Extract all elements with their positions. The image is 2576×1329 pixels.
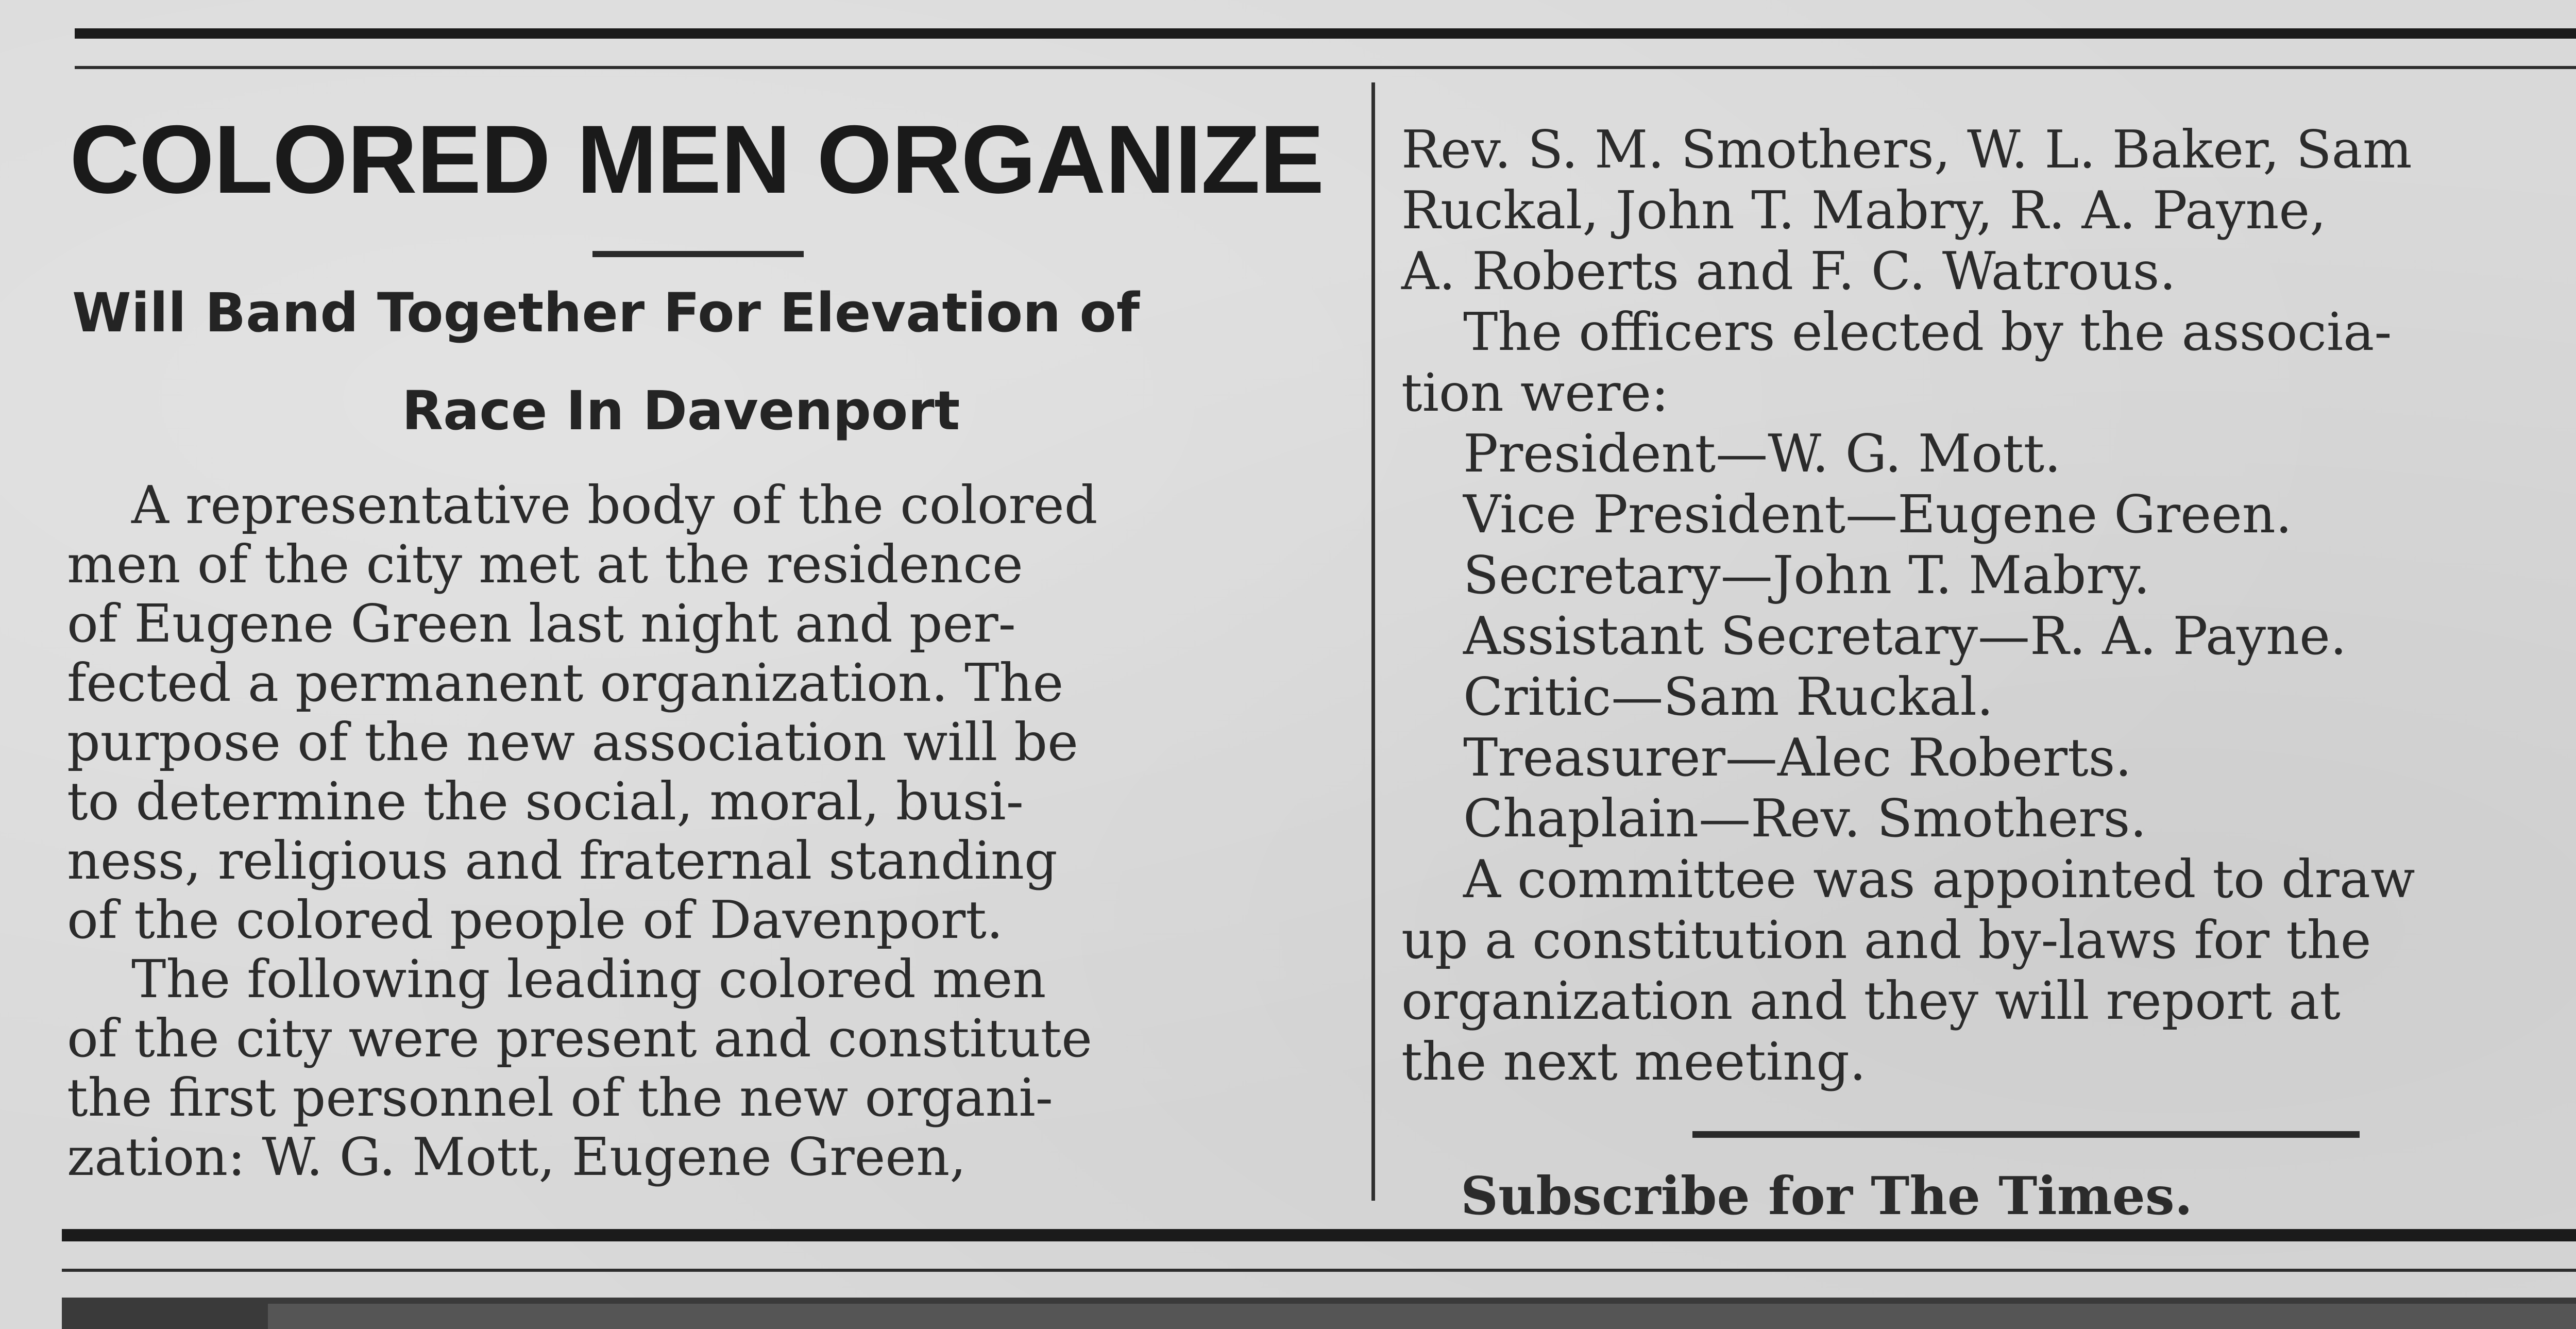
officer-line: Secretary—John T. Mabry. — [1463, 545, 2150, 605]
section-separator — [1692, 1131, 2360, 1138]
left-body-line: zation: W. G. Mott, Eugene Green, — [67, 1126, 967, 1187]
top-rule-thick — [75, 28, 2576, 39]
left-body-line: of Eugene Green last night and per- — [67, 593, 1016, 654]
left-body-line: of the colored people of Davenport. — [67, 889, 1003, 950]
bottom-rule-thick — [62, 1229, 2576, 1241]
left-body-line: men of the city met at the residence — [67, 534, 1023, 595]
top-rule-thin — [75, 66, 2576, 69]
bottom-rule-thin — [62, 1269, 2576, 1272]
right-body-line: A. Roberts and F. C. Watrous. — [1401, 241, 2176, 301]
column-divider — [1371, 82, 1375, 1201]
officer-line: Vice President—Eugene Green. — [1463, 484, 2292, 545]
officer-line: Assistant Secretary—R. A. Payne. — [1463, 605, 2347, 666]
officer-line: President—W. G. Mott. — [1463, 423, 2061, 484]
article-headline: COLORED MEN ORGANIZE — [70, 105, 1324, 213]
right-body-line: The officers elected by the associa- — [1463, 301, 2392, 362]
right-body-line: organization and they will report at — [1401, 970, 2341, 1031]
left-body-line: A representative body of the colored — [131, 475, 1098, 535]
headline-dash-rule — [592, 251, 804, 257]
article-subhead-line-2: Race In Davenport — [402, 379, 960, 442]
right-body-line: tion were: — [1401, 362, 1669, 423]
left-body-line: purpose of the new association will be — [67, 712, 1078, 772]
next-article-edge-inner — [268, 1304, 2576, 1329]
left-body-line: of the city were present and constitute — [67, 1008, 1093, 1069]
right-body-line: A committee was appointed to draw — [1463, 849, 2415, 910]
officer-line: Treasurer—Alec Roberts. — [1463, 727, 2132, 788]
right-body-line: Rev. S. M. Smothers, W. L. Baker, Sam — [1401, 119, 2412, 180]
officer-line: Critic—Sam Ruckal. — [1463, 666, 1994, 727]
officer-line: Chaplain—Rev. Smothers. — [1463, 788, 2147, 849]
left-body-line: to determine the social, moral, busi- — [67, 771, 1024, 832]
subscribe-note: Subscribe for The Times. — [1461, 1165, 2193, 1226]
right-body-line: up a constitution and by-laws for the — [1401, 910, 2371, 970]
right-body-line: Ruckal, John T. Mabry, R. A. Payne, — [1401, 180, 2327, 241]
right-body-line: the next meeting. — [1401, 1031, 1866, 1092]
article-subhead-line-1: Will Band Together For Elevation of — [72, 281, 1140, 344]
left-body-line: fected a permanent organization. The — [67, 652, 1064, 713]
left-body-line: the first personnel of the new organi- — [67, 1067, 1053, 1128]
left-body-line: The following leading colored men — [131, 949, 1046, 1010]
left-body-line: ness, religious and fraternal standing — [67, 830, 1058, 891]
